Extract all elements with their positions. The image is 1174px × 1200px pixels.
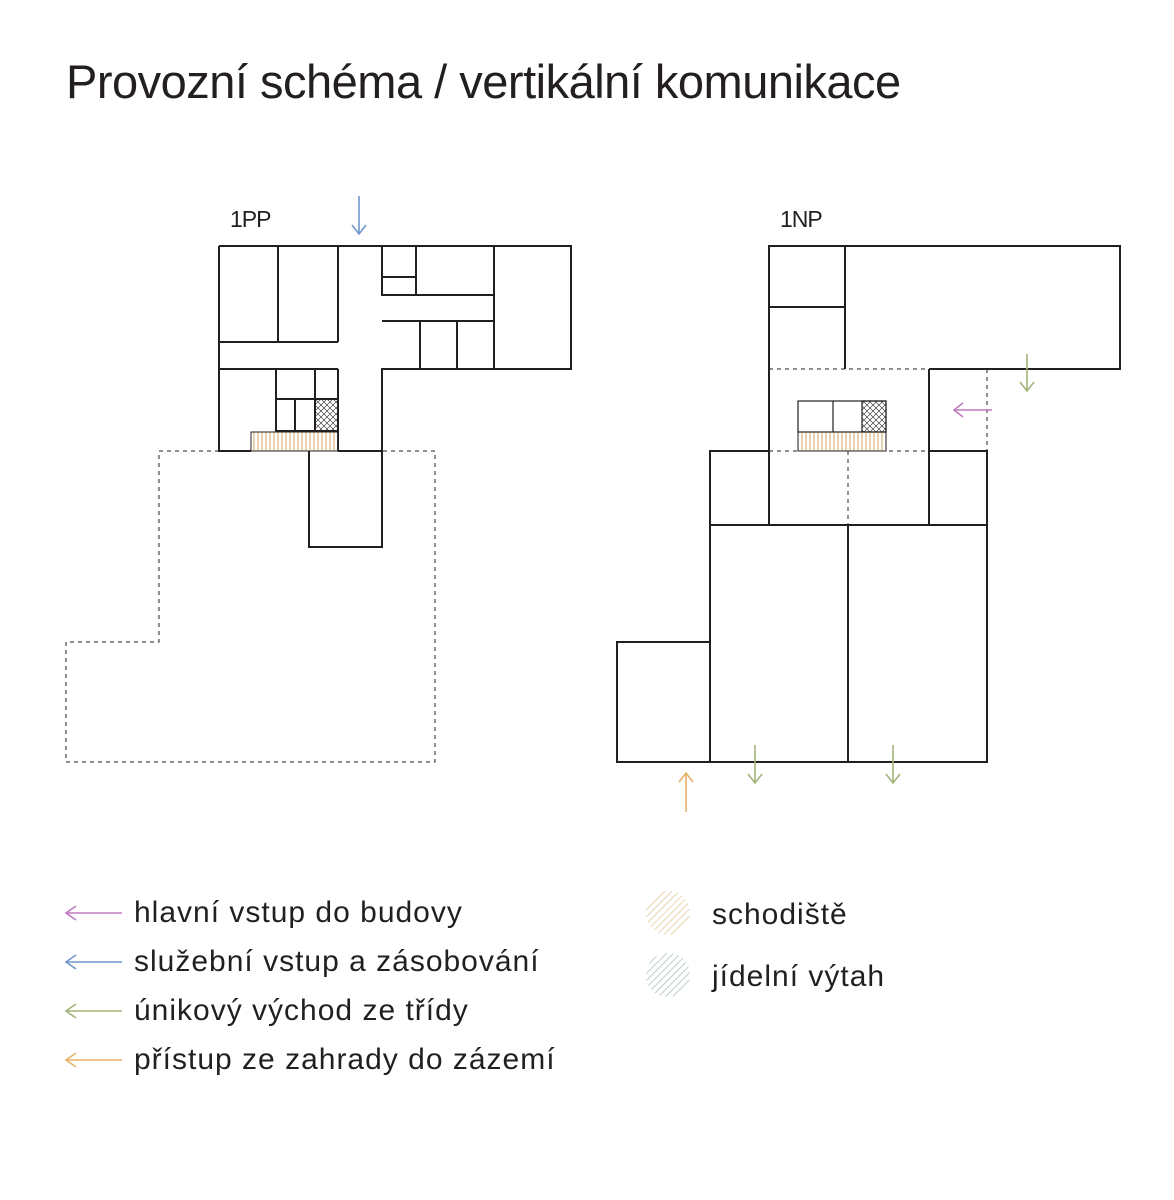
plan-1np [617, 246, 1120, 762]
legend-label: jídelní výtah [712, 960, 886, 993]
legend-label: přístup ze zahrady do zázemí [134, 1043, 556, 1076]
plan-1pp-stairs [251, 432, 338, 451]
arrow-left-icon [64, 952, 126, 972]
plan-label-1np: 1NP [780, 206, 822, 232]
arrow-left-icon [64, 1050, 126, 1070]
legend-label: hlavní vstup do budovy [134, 896, 463, 929]
legend-lift-swatch [646, 953, 690, 997]
plan-1np-stairs [798, 432, 886, 451]
legend-item-main-entrance [64, 893, 463, 933]
arrows-escape-exit-1np [748, 354, 1034, 783]
arrow-garden-access-1np [679, 773, 693, 812]
arrow-left-icon [64, 1001, 126, 1021]
plan-1pp [66, 246, 571, 762]
legend-stairs-swatch [646, 891, 690, 935]
plan-1pp-dashed-outline [66, 451, 435, 762]
legend-item-escape-exit [64, 991, 469, 1031]
legend-item-garden-access [64, 1040, 556, 1080]
plan-1np-lift [862, 401, 886, 432]
plan-label-1pp: 1PP [230, 206, 271, 232]
legend-label: únikový východ ze třídy [134, 994, 469, 1027]
legend-item-service-entrance [64, 942, 540, 982]
arrow-left-icon [64, 903, 126, 923]
legend-label: schodiště [712, 898, 848, 931]
plan-1pp-lower-room [309, 451, 382, 547]
legend-item-lift [690, 957, 885, 997]
arrow-main-entrance-1np [954, 403, 992, 417]
page-title: Provozní schéma / vertikální komunikace [66, 55, 901, 108]
arrow-service-entrance-1pp [352, 196, 366, 234]
legend-item-stairs [690, 895, 848, 935]
plan-1pp-lift [315, 399, 338, 431]
legend-label: služební vstup a zásobování [134, 945, 540, 978]
